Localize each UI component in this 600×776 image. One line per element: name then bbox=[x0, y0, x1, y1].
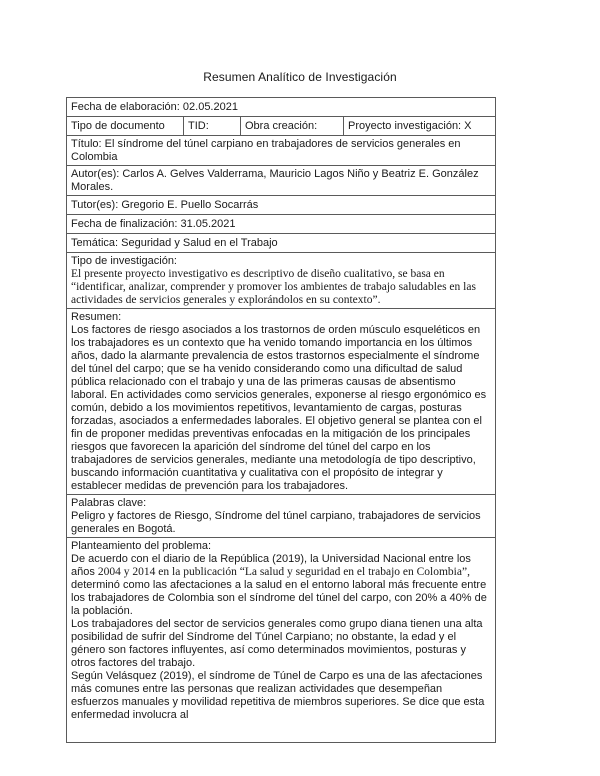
palabras-clave-row bbox=[67, 495, 495, 538]
resumen-row bbox=[67, 309, 495, 495]
autores: Autor(es): Carlos A. Gelves Valderrama, Mauricio Lagos Niño y Beatriz E. González Morales. bbox=[71, 168, 479, 193]
planteamiento-p1-b: determinó como las afectaciones a la salud en el entorno laboral más frecuente entre los trabajadores de Colombia son el síndrome del túnel del carpo, con 20% a 40% de la población. bbox=[71, 579, 487, 617]
planteamiento-label: Planteamiento del problema: bbox=[71, 540, 212, 552]
research-summary-form bbox=[66, 97, 496, 743]
fecha-elaboracion-row bbox=[67, 98, 495, 117]
tipo-investigacion-row bbox=[67, 253, 495, 309]
planteamiento-p1-serif: 2004 y 2014 en la publicación “La salud y seguridad en el trabajo en Colombia”, bbox=[97, 566, 470, 578]
titulo: Título: El síndrome del túnel carpiano en trabajadores de servicios generales en Colombia bbox=[71, 138, 461, 163]
planteamiento-paragraph-2: Los trabajadores del sector de servicios generales como grupo diana tienen una alta posibilidad de sufrir del Síndrome del Túnel Carpiano; no obstante, la edad y el género son factores influyentes, así como determinados movimientos, posturas y otros factores del trabajo. bbox=[71, 618, 483, 669]
page-title: Resumen Analítico de Investigación bbox=[203, 70, 397, 84]
tematica: Temática: Seguridad y Salud en el Trabajo bbox=[71, 237, 278, 249]
tipo-investigacion-text: El presente proyecto investigativo es descriptivo de diseño cualitativo, se basa en “identificar, analizar, comprender y promover los ambientes de trabajo saludables en las actividades de servicios generales y explorándolos en su contexto”. bbox=[71, 268, 476, 306]
tematica-row bbox=[67, 234, 495, 253]
palabras-clave-label: Palabras clave: bbox=[71, 497, 147, 509]
tutores: Tutor(es): Gregorio E. Puello Socarrás bbox=[71, 199, 259, 211]
fecha-finalizacion-row bbox=[67, 215, 495, 234]
resumen-text: Los factores de riesgo asociados a los trastornos de orden músculo esqueléticos en los trabajadores es un contexto que ha venido tomando importancia en los últimos años, dado la alarmante prevalencia de estos trastornos especialmente el síndrome del túnel del carpo; que se ha venido considerando como una dificultad de salud pública relacionado con el trabajo y una de las primeras causas de absentismo laboral. En actividades como servicios generales, exponerse al riesgo ergonómico es común, debido a los movimientos repetitivos, levantamiento de cargas, posturas forzadas, asociados a enfermedades laborales. El objetivo general se plantea con el fin de proponer medidas preventivas enfocadas en la mitigación de los principales riesgos que favorecen la aparición del síndrome del túnel del carpo en los trabajadores de servicios generales, mediante una metodología de tipo descriptivo, buscando información cuantitativa y cualitativa con el propósito de integrar y establecer medidas de prevención para los trabajadores. bbox=[71, 324, 487, 492]
palabras-clave-text: Peligro y factores de Riesgo, Síndrome del túnel carpiano, trabajadores de servicios generales en Bogotá. bbox=[71, 510, 481, 535]
planteamiento-row bbox=[67, 538, 495, 743]
planteamiento-paragraph-3: Según Velásquez (2019), el síndrome de Túnel de Carpo es una de las afectaciones más comunes entre las personas que realizan actividades que desempeñan esfuerzos manuales y movilidad repetitiva de miembros superiores. Se dice que esta enfermedad involucra al bbox=[71, 670, 485, 721]
tutores-row bbox=[67, 196, 495, 215]
titulo-row bbox=[67, 136, 495, 166]
tipo-investigacion-label: Tipo de investigación: bbox=[71, 255, 177, 267]
fecha-finalizacion: Fecha de finalización: 31.05.2021 bbox=[71, 218, 236, 230]
fecha-elaboracion: Fecha de elaboración: 02.05.2021 bbox=[71, 101, 238, 113]
autores-row bbox=[67, 166, 495, 196]
tid-cell: TID: bbox=[184, 117, 241, 135]
planteamiento-paragraph-1 bbox=[71, 553, 491, 618]
tipo-documento-label: Tipo de documento bbox=[67, 117, 184, 135]
tipo-documento-row bbox=[67, 117, 495, 136]
planteamiento-p1-a: De acuerdo con el diario de la República (2019), la Universidad Nacional entre los años bbox=[71, 553, 471, 578]
obra-creacion-cell: Obra creación: bbox=[241, 117, 344, 135]
resumen-label: Resumen: bbox=[71, 311, 122, 323]
proyecto-investigacion-cell: Proyecto investigación: X bbox=[348, 120, 472, 132]
